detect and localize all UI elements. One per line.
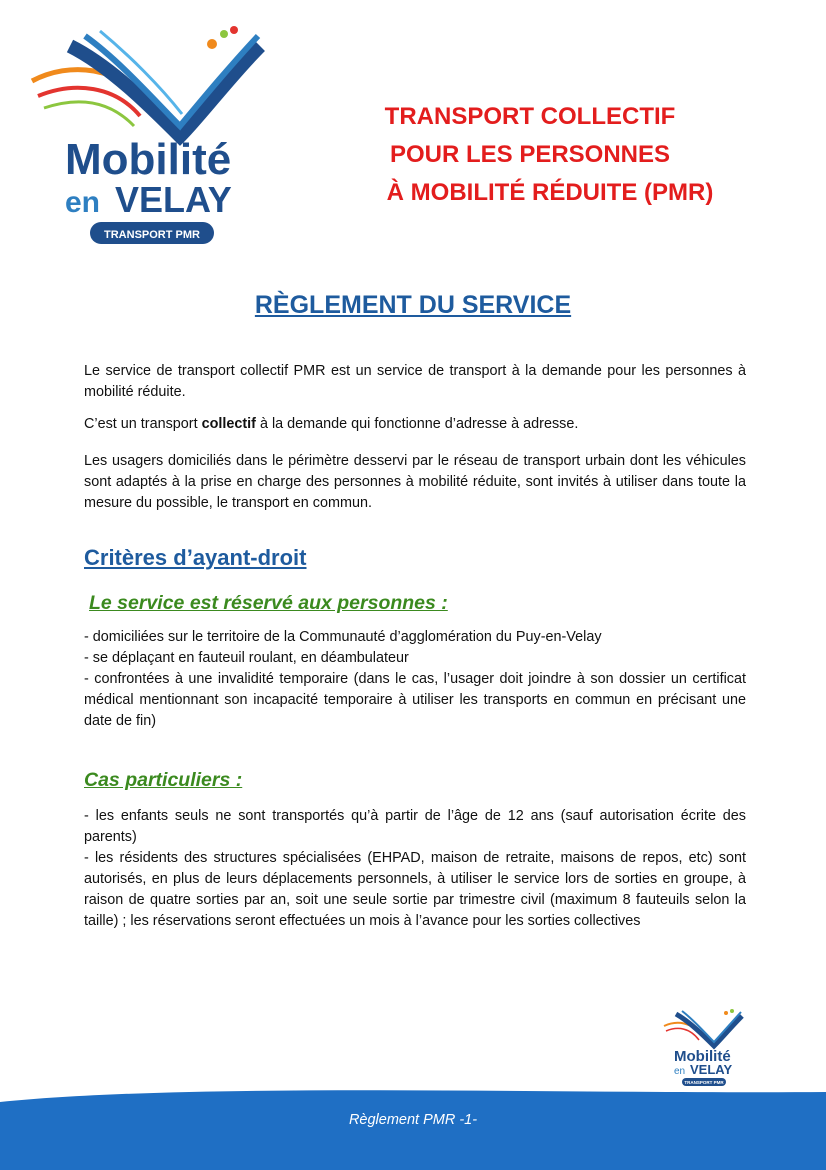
logo-brand-main: VELAY bbox=[115, 179, 232, 220]
mini-logo-badge: TRANSPORT PMR bbox=[684, 1080, 724, 1085]
page-footer bbox=[0, 1088, 826, 1170]
special-cases-heading: Cas particuliers : bbox=[84, 769, 243, 791]
logo-brand-line1: Mobilité bbox=[65, 135, 232, 184]
footer-page-label: Règlement PMR -1- bbox=[348, 1112, 478, 1128]
intro-paragraph-3: Les usagers domiciliés dans le périmètre desservi par le réseau de transport urbain dont les véhicules sont adaptés à la prise en charge des personnes à mobilité réduite, sont invités à utiliser dans toute la mesure du possible, le transport en commun. bbox=[84, 453, 746, 511]
reserved-heading: Le service est réservé aux personnes : bbox=[89, 592, 448, 614]
footer-wave-band bbox=[0, 1088, 826, 1170]
logo-badge: TRANSPORT PMR bbox=[104, 229, 200, 241]
list-item: - les enfants seuls ne sont transportés qu’à partir de l’âge de 12 ans (sauf autorisation écrite des parents) bbox=[84, 808, 746, 845]
reserved-list bbox=[84, 627, 746, 732]
intro-p2-bold: collectif bbox=[201, 416, 256, 432]
mini-logo-main: VELAY bbox=[690, 1062, 733, 1077]
mini-logo-prefix: en bbox=[674, 1066, 686, 1077]
mini-logo-line1: Mobilité bbox=[674, 1048, 731, 1065]
header-title bbox=[300, 98, 760, 212]
intro-p2-text-after: à la demande qui fonctionne d’adresse à adresse. bbox=[255, 416, 579, 432]
list-item: - confrontées à une invalidité temporaire (dans le cas, l’usager doit joindre à son dossier un certificat médical mentionnant son incapacité temporaire à utiliser les transports en commun en précisant une date de fin) bbox=[84, 671, 746, 729]
criteria-heading: Critères d’ayant-droit bbox=[84, 545, 307, 570]
intro-p2-text-before: C’est un transport bbox=[84, 416, 202, 432]
list-item: - domiciliées sur le territoire de la Communauté d’agglomération du Puy-en-Velay bbox=[84, 629, 602, 645]
document-title: RÈGLEMENT DU SERVICE bbox=[254, 291, 572, 319]
header-title-line1: TRANSPORT COLLECTIF bbox=[384, 103, 676, 130]
mobilite-en-velay-small-logo bbox=[662, 1008, 746, 1090]
header-title-line3: À MOBILITÉ RÉDUITE (PMR) bbox=[386, 179, 714, 206]
logo-brand-prefix: en bbox=[65, 186, 101, 219]
intro-paragraph-1: Le service de transport collectif PMR est un service de transport à la demande pour les personnes à mobilité réduite. bbox=[84, 363, 746, 400]
special-cases-list bbox=[84, 806, 746, 932]
intro-paragraph-2 bbox=[84, 414, 746, 435]
header-title-line2: POUR LES PERSONNES bbox=[389, 141, 671, 168]
list-item: - les résidents des structures spécialisées (EHPAD, maison de retraite, maisons de repos, etc) sont autorisés, en plus de leurs déplacements personnels, à utiliser le service lors de sorties en groupe, à raison de quatre sorties par an, soit une seule sortie par trimestre civil (maximum 8 fauteuils selon la taille) ; les réservations seront effectuées un mois à l’avance pour les sorties collectives bbox=[84, 850, 746, 929]
mobilite-en-velay-logo bbox=[30, 26, 270, 251]
list-item: - se déplaçant en fauteuil roulant, en déambulateur bbox=[84, 650, 409, 666]
